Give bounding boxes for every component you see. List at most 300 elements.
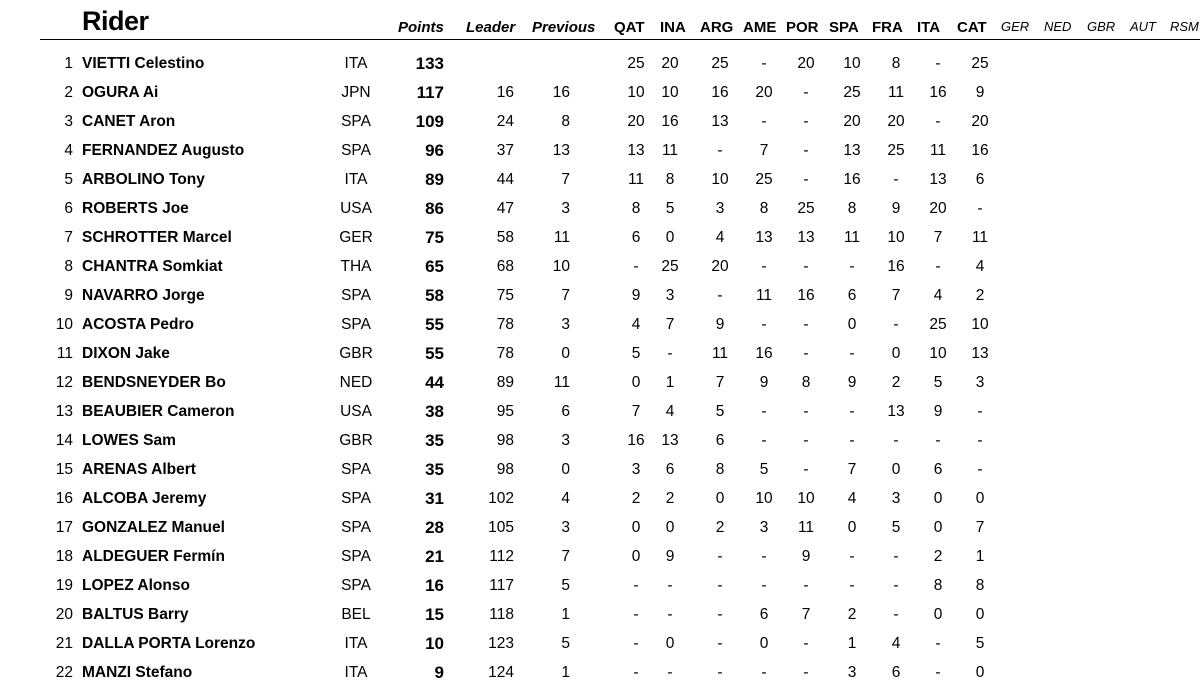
gap-to-leader: 124: [488, 664, 514, 681]
rider-nation: USA: [340, 200, 372, 217]
race-result-ita: -: [935, 432, 941, 449]
race-result-ita: 5: [933, 374, 943, 391]
race-header-arg: ARG: [700, 19, 734, 36]
race-result-spa: 0: [847, 316, 857, 333]
race-result-fra: 20: [887, 113, 905, 130]
race-result-ina: 1: [665, 374, 675, 391]
rider-nation: JPN: [341, 84, 371, 101]
race-result-arg: -: [717, 548, 723, 565]
race-result-por: -: [803, 432, 809, 449]
race-result-ita: 11: [929, 142, 947, 159]
table-row: [0, 629, 1200, 658]
race-result-qat: 5: [631, 345, 641, 362]
gap-to-previous: 5: [561, 635, 570, 652]
race-result-qat: 2: [631, 490, 641, 507]
rider-position: 15: [55, 461, 73, 478]
race-result-ita: -: [935, 635, 941, 652]
race-header-ame: AME: [743, 19, 777, 36]
rider-name: ALCOBA Jeremy: [82, 490, 207, 507]
table-row: [0, 571, 1200, 600]
rider-position: 21: [55, 635, 73, 652]
race-result-ita: 25: [929, 316, 947, 333]
gap-to-leader: 89: [496, 374, 514, 391]
race-result-arg: 7: [715, 374, 725, 391]
race-result-ina: 0: [665, 229, 675, 246]
rider-position: 13: [55, 403, 73, 420]
race-result-arg: -: [717, 577, 723, 594]
race-result-spa: 0: [847, 519, 857, 536]
rider-name: MANZI Stefano: [82, 664, 193, 681]
table-row: [0, 368, 1200, 397]
race-result-ina: 20: [661, 55, 679, 72]
rider-position: 11: [56, 345, 73, 362]
race-result-por: -: [803, 403, 809, 420]
race-result-ita: 20: [929, 200, 947, 217]
rider-position: 9: [64, 287, 73, 304]
race-result-cat: 4: [975, 258, 985, 275]
gap-to-previous: 3: [561, 432, 570, 449]
rider-points: 65: [425, 257, 444, 276]
race-header-qat: QAT: [614, 19, 645, 36]
race-result-ame: 6: [759, 606, 769, 623]
rider-nation: NED: [339, 374, 373, 391]
race-result-fra: -: [893, 171, 899, 188]
gap-to-previous: 3: [561, 200, 570, 217]
race-result-qat: 20: [627, 113, 645, 130]
gap-to-previous: 1: [561, 606, 570, 623]
race-result-ame: 0: [759, 635, 769, 652]
race-header-ned: NED: [1044, 19, 1072, 34]
gap-to-leader: 37: [496, 142, 514, 159]
race-result-spa: 7: [847, 461, 857, 478]
race-result-ina: 16: [661, 113, 679, 130]
rider-column-header: Rider: [82, 6, 149, 36]
race-result-spa: -: [849, 345, 855, 362]
race-result-ame: -: [761, 548, 767, 565]
race-result-ina: 11: [661, 142, 679, 159]
table-row: [0, 49, 1200, 78]
race-result-arg: 2: [715, 519, 725, 536]
rider-points: 109: [415, 112, 444, 131]
race-result-fra: 9: [891, 200, 901, 217]
race-result-ina: 6: [665, 461, 675, 478]
rider-position: 7: [64, 229, 73, 246]
table-header: [0, 0, 1200, 40]
race-result-fra: 6: [891, 664, 901, 681]
race-result-ina: 5: [665, 200, 675, 217]
race-result-fra: -: [893, 606, 899, 623]
race-result-spa: 16: [843, 171, 861, 188]
race-result-spa: 20: [843, 113, 861, 130]
race-header-por: POR: [786, 19, 819, 36]
race-result-arg: 10: [711, 171, 729, 188]
race-result-spa: 10: [843, 55, 861, 72]
rider-position: 18: [55, 548, 73, 565]
rider-points: 44: [425, 373, 444, 392]
gap-to-previous: 0: [561, 345, 570, 362]
race-result-ina: 4: [665, 403, 675, 420]
rider-points: 16: [425, 576, 444, 595]
race-result-ina: 3: [665, 287, 675, 304]
rider-points: 38: [425, 402, 444, 421]
rider-name: BEAUBIER Cameron: [82, 403, 235, 420]
race-result-ita: 6: [933, 461, 943, 478]
rider-nation: ITA: [344, 635, 368, 652]
table-row: [0, 397, 1200, 426]
race-result-ame: 16: [755, 345, 773, 362]
table-row: [0, 165, 1200, 194]
race-result-ame: -: [761, 403, 767, 420]
race-result-cat: 0: [975, 606, 985, 623]
race-result-ita: 0: [933, 490, 943, 507]
rider-points: 21: [425, 547, 444, 566]
table-row: [0, 455, 1200, 484]
rider-name: DALLA PORTA Lorenzo: [82, 635, 256, 652]
race-result-ame: 9: [759, 374, 769, 391]
rider-name: ACOSTA Pedro: [82, 316, 194, 333]
rider-name: LOPEZ Alonso: [82, 577, 190, 594]
race-result-por: 16: [797, 287, 815, 304]
race-result-spa: 4: [847, 490, 857, 507]
race-result-fra: 10: [887, 229, 905, 246]
rider-position: 12: [55, 374, 73, 391]
rider-points: 10: [425, 634, 444, 653]
gap-to-leader: 24: [496, 113, 514, 130]
table-row: [0, 194, 1200, 223]
rider-position: 4: [64, 142, 73, 159]
race-result-por: -: [803, 664, 809, 681]
rider-points: 55: [425, 315, 444, 334]
rider-nation: GER: [339, 229, 373, 246]
race-result-por: -: [803, 635, 809, 652]
gap-to-previous: 6: [561, 403, 570, 420]
race-result-por: 7: [801, 606, 811, 623]
gap-to-leader: 105: [488, 519, 514, 536]
race-result-qat: 3: [631, 461, 641, 478]
race-result-fra: 7: [891, 287, 901, 304]
race-result-ina: 0: [665, 519, 675, 536]
rider-position: 1: [64, 55, 73, 72]
rider-nation: SPA: [341, 461, 371, 478]
race-result-fra: 3: [891, 490, 901, 507]
race-result-cat: 7: [975, 519, 985, 536]
race-result-cat: 3: [975, 374, 985, 391]
rider-name: OGURA Ai: [82, 84, 159, 101]
gap-to-previous: 16: [552, 84, 570, 101]
race-result-qat: 0: [631, 519, 641, 536]
race-result-ina: 7: [665, 316, 675, 333]
rider-nation: SPA: [341, 316, 371, 333]
race-header-spa: SPA: [829, 19, 859, 36]
rider-name: SCHROTTER Marcel: [82, 229, 232, 246]
race-result-qat: -: [633, 606, 639, 623]
gap-to-leader: 78: [496, 316, 514, 333]
race-result-arg: 13: [711, 113, 729, 130]
race-result-por: -: [803, 113, 809, 130]
rider-nation: BEL: [341, 606, 371, 623]
rider-points: 133: [415, 54, 444, 73]
race-result-ina: 2: [665, 490, 675, 507]
race-result-por: -: [803, 461, 809, 478]
race-result-ame: 10: [755, 490, 773, 507]
table-row: [0, 426, 1200, 455]
race-result-fra: 8: [891, 55, 901, 72]
rider-points: 86: [425, 199, 444, 218]
race-result-por: 25: [797, 200, 815, 217]
rider-points: 117: [416, 83, 444, 102]
rider-points: 55: [425, 344, 444, 363]
gap-to-previous: 5: [561, 577, 570, 594]
race-result-arg: 25: [711, 55, 729, 72]
race-result-fra: -: [893, 432, 899, 449]
rider-name: VIETTI Celestino: [82, 55, 205, 72]
rider-nation: SPA: [341, 287, 371, 304]
rider-points: 58: [425, 286, 444, 305]
race-result-cat: 11: [971, 229, 989, 246]
race-result-spa: 13: [843, 142, 861, 159]
gap-to-previous: 13: [552, 142, 570, 159]
race-result-ame: 3: [759, 519, 769, 536]
gap-to-leader: 112: [489, 548, 514, 565]
race-result-cat: 1: [975, 548, 985, 565]
race-result-arg: -: [717, 606, 723, 623]
race-result-qat: 16: [627, 432, 645, 449]
race-result-ame: 7: [759, 142, 769, 159]
gap-to-previous: 3: [561, 316, 570, 333]
race-result-por: -: [803, 171, 809, 188]
race-result-arg: 5: [715, 403, 725, 420]
standings-rows: [0, 49, 1200, 687]
rider-name: NAVARRO Jorge: [82, 287, 205, 304]
table-row: [0, 310, 1200, 339]
gap-to-previous: 4: [561, 490, 570, 507]
race-result-cat: 8: [975, 577, 985, 594]
race-result-ita: -: [935, 113, 941, 130]
race-result-spa: -: [849, 432, 855, 449]
rider-position: 2: [64, 84, 73, 101]
race-result-spa: -: [849, 548, 855, 565]
rider-nation: SPA: [341, 577, 371, 594]
race-result-qat: -: [633, 635, 639, 652]
race-result-qat: 4: [631, 316, 641, 333]
table-row: [0, 136, 1200, 165]
race-result-ita: 4: [933, 287, 943, 304]
race-result-spa: 8: [847, 200, 857, 217]
race-result-qat: 7: [631, 403, 641, 420]
gap-to-previous: 7: [561, 548, 570, 565]
race-result-cat: 6: [975, 171, 985, 188]
race-result-arg: 11: [711, 345, 729, 362]
race-result-spa: 9: [847, 374, 857, 391]
gap-to-previous: 10: [552, 258, 570, 275]
race-result-ame: -: [761, 113, 767, 130]
race-result-ita: -: [935, 258, 941, 275]
gap-to-leader: 98: [496, 461, 514, 478]
table-row: [0, 223, 1200, 252]
race-result-ina: 0: [665, 635, 675, 652]
race-result-cat: 9: [975, 84, 985, 101]
race-header-ita: ITA: [917, 19, 941, 36]
rider-points: 35: [425, 460, 444, 479]
race-result-arg: -: [717, 287, 723, 304]
race-header-rsm: RSM: [1170, 19, 1199, 34]
race-result-cat: 0: [975, 490, 985, 507]
rider-name: FERNANDEZ Augusto: [82, 142, 245, 159]
race-result-qat: 0: [631, 374, 641, 391]
race-result-qat: 25: [627, 55, 645, 72]
race-result-cat: -: [977, 461, 983, 478]
leader-column-header: Leader: [466, 19, 516, 36]
race-result-por: -: [803, 142, 809, 159]
gap-to-leader: 58: [496, 229, 514, 246]
gap-to-previous: 8: [561, 113, 570, 130]
race-result-qat: -: [633, 577, 639, 594]
rider-points: 31: [425, 489, 444, 508]
rider-position: 20: [55, 606, 73, 623]
race-result-fra: 13: [887, 403, 905, 420]
race-result-arg: -: [717, 664, 723, 681]
race-result-ina: 10: [661, 84, 679, 101]
race-result-ame: -: [761, 664, 767, 681]
race-header-aut: AUT: [1130, 19, 1156, 34]
gap-to-leader: 16: [496, 84, 514, 101]
rider-nation: THA: [340, 258, 372, 275]
table-row: [0, 78, 1200, 107]
race-result-spa: -: [849, 577, 855, 594]
race-result-spa: 11: [843, 229, 861, 246]
race-result-fra: -: [893, 316, 899, 333]
rider-position: 17: [55, 519, 73, 536]
race-result-cat: 13: [971, 345, 989, 362]
rider-name: BENDSNEYDER Bo: [82, 374, 226, 391]
race-result-ame: -: [761, 55, 767, 72]
race-result-fra: 5: [891, 519, 901, 536]
race-result-fra: -: [893, 548, 899, 565]
race-result-por: -: [803, 316, 809, 333]
gap-to-leader: 47: [496, 200, 514, 217]
rider-position: 8: [64, 258, 73, 275]
rider-nation: ITA: [344, 55, 368, 72]
gap-to-previous: 11: [553, 229, 570, 246]
race-result-cat: 0: [975, 664, 985, 681]
race-result-ita: 9: [933, 403, 943, 420]
race-result-arg: 8: [715, 461, 725, 478]
rider-points: 28: [425, 518, 444, 537]
race-result-qat: 0: [631, 548, 641, 565]
race-result-arg: 4: [715, 229, 725, 246]
race-result-ina: -: [667, 606, 673, 623]
rider-position: 3: [64, 113, 73, 130]
rider-position: 16: [55, 490, 73, 507]
race-result-cat: 16: [971, 142, 989, 159]
race-result-ita: 10: [929, 345, 947, 362]
rider-name: ALDEGUER Fermín: [82, 548, 225, 565]
gap-to-leader: 123: [488, 635, 514, 652]
race-header-cat: CAT: [957, 19, 987, 36]
rider-nation: SPA: [341, 142, 371, 159]
rider-nation: ITA: [344, 664, 368, 681]
race-result-fra: -: [893, 577, 899, 594]
race-header-ger: GER: [1001, 19, 1030, 34]
rider-position: 19: [55, 577, 73, 594]
header-divider: [40, 39, 1200, 40]
race-result-por: 11: [797, 519, 815, 536]
race-result-ame: 5: [759, 461, 769, 478]
race-result-arg: 20: [711, 258, 729, 275]
race-result-cat: 20: [971, 113, 989, 130]
race-result-ame: 11: [755, 287, 773, 304]
race-result-arg: 9: [715, 316, 725, 333]
race-result-spa: 3: [847, 664, 857, 681]
race-result-cat: 25: [971, 55, 989, 72]
race-result-ame: 20: [755, 84, 773, 101]
race-result-ina: 25: [661, 258, 679, 275]
race-header-fra: FRA: [872, 19, 903, 36]
race-result-arg: 16: [711, 84, 729, 101]
race-result-ita: 16: [929, 84, 947, 101]
race-result-fra: 0: [891, 461, 901, 478]
race-result-ita: 7: [933, 229, 943, 246]
race-result-por: -: [803, 84, 809, 101]
race-result-arg: -: [717, 635, 723, 652]
rider-position: 5: [64, 171, 73, 188]
rider-nation: SPA: [341, 490, 371, 507]
race-result-spa: 2: [847, 606, 857, 623]
gap-to-leader: 68: [496, 258, 514, 275]
race-result-fra: 4: [891, 635, 901, 652]
race-result-ame: 13: [755, 229, 773, 246]
race-result-cat: -: [977, 403, 983, 420]
race-result-ina: -: [667, 577, 673, 594]
race-result-spa: 25: [843, 84, 861, 101]
race-result-ita: 2: [933, 548, 943, 565]
table-row: [0, 281, 1200, 310]
rider-position: 6: [64, 200, 73, 217]
race-result-fra: 16: [887, 258, 905, 275]
rider-points: 89: [425, 170, 444, 189]
race-result-ita: -: [935, 664, 941, 681]
race-result-arg: 6: [715, 432, 725, 449]
race-result-spa: -: [849, 258, 855, 275]
previous-column-header: Previous: [532, 19, 596, 36]
race-result-arg: 3: [715, 200, 725, 217]
race-result-ina: -: [667, 664, 673, 681]
rider-position: 22: [55, 664, 73, 681]
rider-name: ARBOLINO Tony: [82, 171, 205, 188]
race-result-spa: -: [849, 403, 855, 420]
race-result-por: 20: [797, 55, 815, 72]
gap-to-leader: 117: [489, 577, 514, 594]
rider-nation: GBR: [339, 432, 373, 449]
gap-to-leader: 75: [496, 287, 514, 304]
race-result-por: 8: [801, 374, 811, 391]
race-result-por: 13: [797, 229, 815, 246]
table-row: [0, 600, 1200, 629]
rider-points: 15: [425, 605, 444, 624]
gap-to-previous: 11: [553, 374, 570, 391]
race-result-por: 10: [797, 490, 815, 507]
race-result-ina: -: [667, 345, 673, 362]
race-result-qat: -: [633, 664, 639, 681]
race-result-ita: -: [935, 55, 941, 72]
race-result-cat: -: [977, 432, 983, 449]
gap-to-previous: 3: [561, 519, 570, 536]
rider-name: DIXON Jake: [82, 345, 170, 362]
table-row: [0, 107, 1200, 136]
gap-to-previous: 7: [561, 287, 570, 304]
race-header-gbr: GBR: [1087, 19, 1116, 34]
race-result-fra: 25: [887, 142, 905, 159]
